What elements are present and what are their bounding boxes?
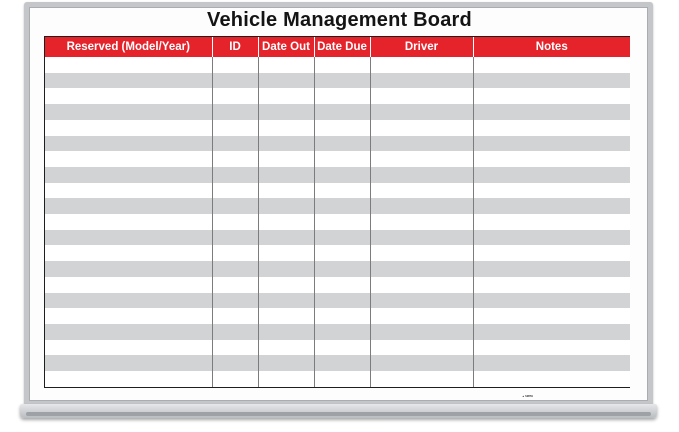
table-cell xyxy=(212,104,258,120)
table-cell xyxy=(258,277,314,293)
table-cell xyxy=(212,214,258,230)
table-cell xyxy=(258,151,314,167)
table-row xyxy=(45,120,630,136)
table-cell xyxy=(258,136,314,152)
table-cell xyxy=(258,198,314,214)
table-cell xyxy=(370,214,473,230)
table-cell xyxy=(45,308,212,324)
table-cell xyxy=(212,88,258,104)
table-cell xyxy=(45,324,212,340)
table-cell xyxy=(370,355,473,371)
board-title: Vehicle Management Board xyxy=(207,9,472,31)
table-cell xyxy=(473,57,630,73)
table-row xyxy=(45,324,630,340)
table-cell xyxy=(212,340,258,356)
table-cell xyxy=(370,230,473,246)
table-cell xyxy=(370,73,473,89)
table-cell xyxy=(473,340,630,356)
table-cell xyxy=(473,136,630,152)
table-row xyxy=(45,214,630,230)
table-cell xyxy=(45,230,212,246)
table-cell xyxy=(314,151,370,167)
table-cell xyxy=(370,120,473,136)
table-header-row xyxy=(45,37,630,57)
table-cell xyxy=(45,371,212,387)
table-cell xyxy=(473,104,630,120)
table-cell xyxy=(45,73,212,89)
table-cell xyxy=(258,261,314,277)
table-cell xyxy=(473,214,630,230)
table-row xyxy=(45,355,630,371)
table-cell xyxy=(314,104,370,120)
marker-tray-lip xyxy=(26,412,651,416)
table-cell xyxy=(370,293,473,309)
table-cell xyxy=(314,73,370,89)
table-cell xyxy=(314,230,370,246)
table-cell xyxy=(258,57,314,73)
table-cell xyxy=(258,104,314,120)
table-cell xyxy=(212,151,258,167)
table-cell xyxy=(212,308,258,324)
table-cell xyxy=(45,151,212,167)
table-cell xyxy=(473,120,630,136)
table-cell xyxy=(314,57,370,73)
table-cell xyxy=(370,308,473,324)
table-cell xyxy=(314,324,370,340)
table-cell xyxy=(45,261,212,277)
table-row xyxy=(45,277,630,293)
table-cell xyxy=(370,136,473,152)
table-cell xyxy=(258,167,314,183)
table-cell xyxy=(314,120,370,136)
table-row xyxy=(45,198,630,214)
table-row xyxy=(45,293,630,309)
table-cell xyxy=(473,198,630,214)
table-cell xyxy=(258,371,314,387)
table-cell xyxy=(370,104,473,120)
table-cell xyxy=(314,136,370,152)
table-cell xyxy=(45,57,212,73)
table-cell xyxy=(258,293,314,309)
manufacturer-footer xyxy=(522,393,533,399)
table-cell xyxy=(212,371,258,387)
table-cell xyxy=(314,198,370,214)
table-cell xyxy=(258,120,314,136)
table-row xyxy=(45,88,630,104)
column-header-id: ID xyxy=(212,37,258,57)
table-cell xyxy=(45,293,212,309)
table-cell xyxy=(473,73,630,89)
table-cell xyxy=(258,340,314,356)
table-cell xyxy=(314,183,370,199)
table-cell xyxy=(370,57,473,73)
table-cell xyxy=(473,167,630,183)
table-cell xyxy=(370,340,473,356)
table-cell xyxy=(258,245,314,261)
table-cell xyxy=(314,277,370,293)
table-cell xyxy=(258,183,314,199)
table-cell xyxy=(473,277,630,293)
table-cell xyxy=(45,183,212,199)
table-cell xyxy=(45,340,212,356)
table-cell xyxy=(370,198,473,214)
table-cell xyxy=(212,324,258,340)
table-cell xyxy=(370,245,473,261)
table-row xyxy=(45,261,630,277)
table-cell xyxy=(45,277,212,293)
table-cell xyxy=(258,308,314,324)
table-row xyxy=(45,340,630,356)
table-cell xyxy=(473,245,630,261)
table-cell xyxy=(370,277,473,293)
table-cell xyxy=(212,277,258,293)
table-cell xyxy=(45,355,212,371)
table-cell xyxy=(258,324,314,340)
table-cell xyxy=(45,167,212,183)
table-cell xyxy=(314,167,370,183)
table-cell xyxy=(314,261,370,277)
table-cell xyxy=(314,293,370,309)
table-cell xyxy=(370,261,473,277)
brand-logo: ▲ SMITH xyxy=(522,394,533,398)
table-cell xyxy=(314,214,370,230)
table-cell xyxy=(473,230,630,246)
table-cell xyxy=(473,261,630,277)
column-header-date-out: Date Out xyxy=(258,37,314,57)
table-cell xyxy=(370,371,473,387)
table-cell xyxy=(370,324,473,340)
column-header-notes: Notes xyxy=(473,37,630,57)
table-cell xyxy=(212,136,258,152)
table-row xyxy=(45,230,630,246)
table-cell xyxy=(45,120,212,136)
table-cell xyxy=(212,355,258,371)
table-cell xyxy=(258,230,314,246)
table-row xyxy=(45,245,630,261)
vehicle-table xyxy=(44,36,630,388)
table-cell xyxy=(370,151,473,167)
table-cell xyxy=(314,245,370,261)
table-cell xyxy=(370,167,473,183)
table-cell xyxy=(473,371,630,387)
table-cell xyxy=(473,151,630,167)
table-cell xyxy=(473,355,630,371)
column-header-driver: Driver xyxy=(370,37,473,57)
table-row xyxy=(45,73,630,89)
table-cell xyxy=(45,88,212,104)
table-cell xyxy=(314,88,370,104)
table-cell xyxy=(314,371,370,387)
table-cell xyxy=(370,183,473,199)
table-row xyxy=(45,151,630,167)
table-cell xyxy=(212,293,258,309)
table-cell xyxy=(473,324,630,340)
table-cell xyxy=(314,340,370,356)
table-cell xyxy=(473,308,630,324)
table-cell xyxy=(314,355,370,371)
table-cell xyxy=(212,57,258,73)
table-cell xyxy=(45,245,212,261)
table-row xyxy=(45,371,630,387)
table-cell xyxy=(212,120,258,136)
table-cell xyxy=(258,214,314,230)
table-cell xyxy=(45,104,212,120)
table-cell xyxy=(45,136,212,152)
table-cell xyxy=(212,183,258,199)
table-cell xyxy=(258,73,314,89)
table-cell xyxy=(473,88,630,104)
table-cell xyxy=(314,308,370,324)
column-header-date-due: Date Due xyxy=(314,37,370,57)
table-row xyxy=(45,104,630,120)
table-cell xyxy=(473,293,630,309)
table-row xyxy=(45,57,630,73)
table-row xyxy=(45,183,630,199)
table-row xyxy=(45,136,630,152)
table-cell xyxy=(212,261,258,277)
table-cell xyxy=(212,198,258,214)
table-cell xyxy=(258,88,314,104)
table-row xyxy=(45,308,630,324)
table-row xyxy=(45,167,630,183)
table-cell xyxy=(258,355,314,371)
table-cell xyxy=(473,183,630,199)
table-cell xyxy=(370,88,473,104)
table-cell xyxy=(45,214,212,230)
table-cell xyxy=(212,73,258,89)
table-cell xyxy=(212,167,258,183)
column-header-reserved: Reserved (Model/Year) xyxy=(45,37,212,57)
table-cell xyxy=(212,230,258,246)
table-cell xyxy=(212,245,258,261)
table-cell xyxy=(45,198,212,214)
